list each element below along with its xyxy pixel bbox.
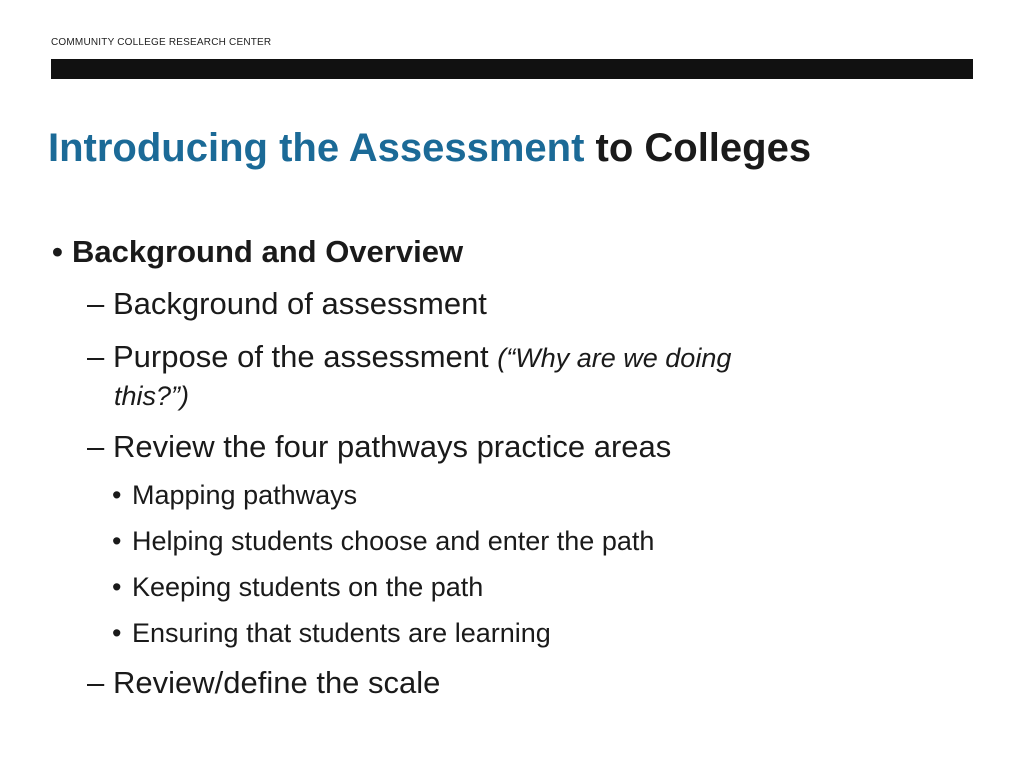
subbullet-purpose <box>87 339 731 375</box>
subbullet-text: Background of assessment <box>113 286 487 321</box>
subbullet-review-scale <box>87 665 440 701</box>
subbullet-background-of-assessment <box>87 286 487 322</box>
practice-area-keeping <box>112 572 483 603</box>
dash-marker: – <box>87 429 105 464</box>
subbullet-note: (“Why are we doing <box>497 343 732 373</box>
dash-marker: – <box>87 665 105 700</box>
dash-marker: – <box>87 339 105 374</box>
org-name: COMMUNITY COLLEGE RESEARCH CENTER <box>51 37 272 48</box>
subbullet-text: Review the four pathways practice areas <box>113 429 672 464</box>
bullet-marker: • <box>112 572 122 602</box>
subbullet-text: Review/define the scale <box>113 665 441 700</box>
bullet-marker: • <box>112 480 122 510</box>
slide-title <box>48 126 811 171</box>
bullet-marker: • <box>112 618 122 648</box>
slide-title-rest: to Colleges <box>584 126 812 170</box>
bullet-marker: • <box>52 234 63 269</box>
header-bar <box>51 59 973 79</box>
practice-area-text: Ensuring that students are learning <box>132 618 551 648</box>
bullet-text: Background and Overview <box>72 234 464 269</box>
practice-area-mapping <box>112 480 357 511</box>
dash-marker: – <box>87 286 105 321</box>
subbullet-note-continuation: this?”) <box>114 381 190 411</box>
practice-area-text: Keeping students on the path <box>132 572 484 602</box>
slide-title-accent: Introducing the Assessment <box>48 126 585 170</box>
practice-area-learning <box>112 618 551 649</box>
bullet-marker: • <box>112 526 122 556</box>
subbullet-review-pathways <box>87 429 671 465</box>
practice-area-text: Helping students choose and enter the path <box>132 526 655 556</box>
bullet-background-overview <box>52 234 463 270</box>
subbullet-text: Purpose of the assessment <box>113 339 498 374</box>
practice-area-choose-enter <box>112 526 654 557</box>
practice-area-text: Mapping pathways <box>132 480 358 510</box>
